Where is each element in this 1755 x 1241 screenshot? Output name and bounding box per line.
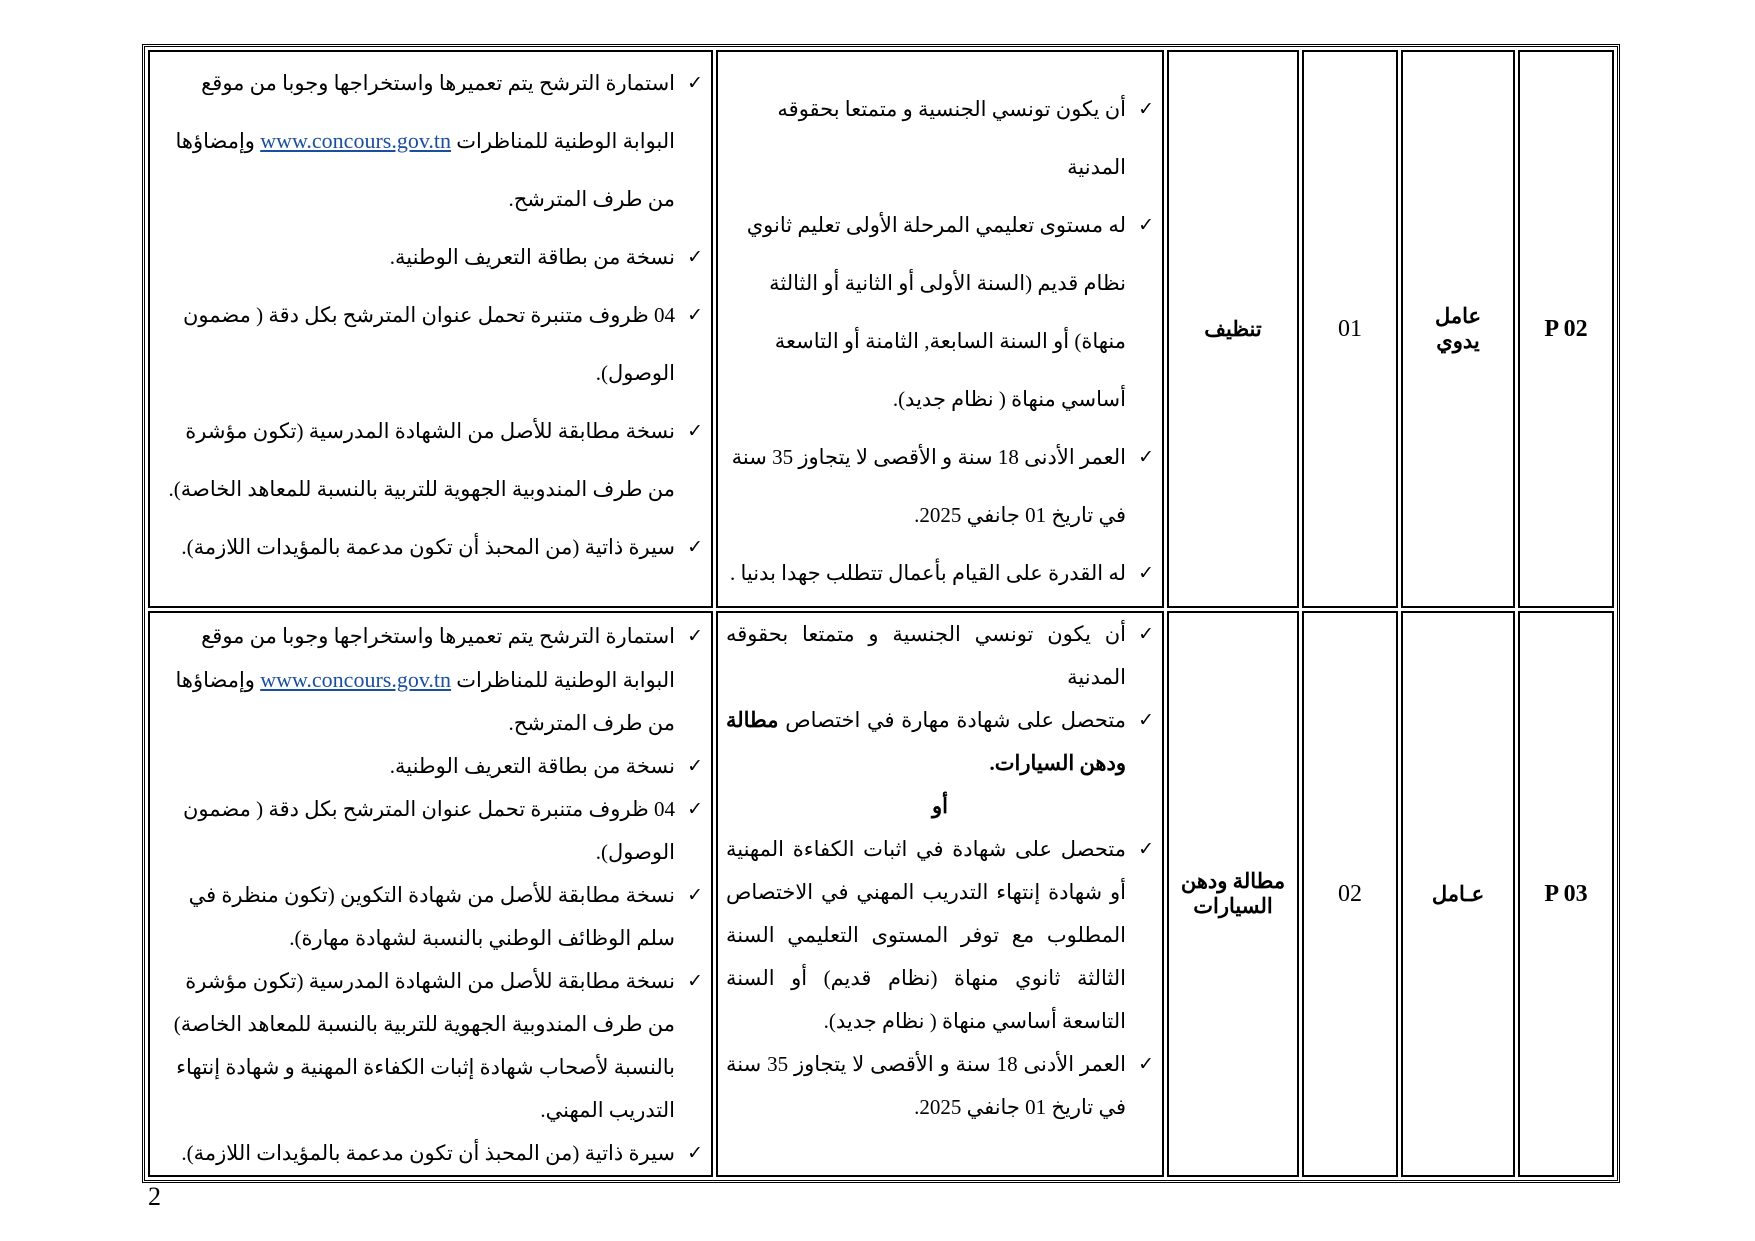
positions-count: 01 bbox=[1302, 50, 1398, 608]
table-row bbox=[148, 611, 1614, 1177]
list-item: ✓ استمارة الترشح يتم تعميرها واستخراجها وجوبا من موقع البوابة الوطنية للمناظرات www.concours.gov.tn وإمضاؤها من طرف المترشح. bbox=[158, 54, 703, 228]
check-icon: ✓ bbox=[687, 304, 703, 326]
check-icon: ✓ bbox=[687, 625, 703, 647]
page-number: 2 bbox=[148, 1182, 161, 1211]
list-item: ✓ نسخة من بطاقة التعريف الوطنية. bbox=[158, 745, 703, 788]
positions-count: 02 bbox=[1302, 611, 1398, 1177]
check-icon: ✓ bbox=[687, 798, 703, 820]
list-item: ✓ سيرة ذاتية (من المحبذ أن تكون مدعمة بالمؤيدات اللازمة). bbox=[158, 518, 703, 576]
list-item: ✓ له القدرة على القيام بأعمال تتطلب جهدا بدنيا . bbox=[726, 544, 1154, 602]
positions-table bbox=[142, 44, 1620, 1183]
check-icon: ✓ bbox=[687, 246, 703, 268]
list-item: ✓ له مستوى تعليمي المرحلة الأولى تعليم ثانوي نظام قديم (السنة الأولى أو الثانية أو الثالثة منهاة) أو السنة السابعة, الثامنة أو التاسعة أساسي منهاة ( نظام جديد). bbox=[726, 196, 1154, 428]
conditions-cell bbox=[716, 611, 1164, 1177]
concours-link[interactable]: www.concours.gov.tn bbox=[260, 667, 452, 692]
position-code: P 02 bbox=[1518, 50, 1614, 608]
table-row bbox=[148, 50, 1614, 608]
list-item: ✓ متحصل على شهادة مهارة في اختصاص مطالة ودهن السيارات. bbox=[726, 699, 1154, 785]
check-icon: ✓ bbox=[1138, 623, 1154, 645]
conditions-cell bbox=[716, 50, 1164, 608]
specialty: تنظيف bbox=[1167, 50, 1299, 608]
check-icon: ✓ bbox=[1138, 1053, 1154, 1075]
documents-cell bbox=[148, 611, 713, 1177]
check-icon: ✓ bbox=[1138, 709, 1154, 731]
check-icon: ✓ bbox=[1138, 562, 1154, 584]
or-separator: أو bbox=[932, 794, 948, 818]
position-code: P 03 bbox=[1518, 611, 1614, 1177]
check-icon: ✓ bbox=[1138, 838, 1154, 860]
list-item: ✓ أن يكون تونسي الجنسية و متمتعا بحقوقه المدنية bbox=[726, 613, 1154, 699]
list-item: ✓ نسخة مطابقة للأصل من الشهادة المدرسية (تكون مؤشرة من طرف المندوبية الجهوية للتربية بالنسبة للمعاهد الخاصة) بالنسبة لأصحاب شهادة إثبات الكفاءة المهنية و شهادة إنتهاء التدريب المهني. bbox=[158, 960, 703, 1132]
check-icon: ✓ bbox=[687, 1142, 703, 1164]
list-item: ✓ سيرة ذاتية (من المحبذ أن تكون مدعمة بالمؤيدات اللازمة). bbox=[158, 1132, 703, 1175]
list-item: ✓ 04 ظروف متنبرة تحمل عنوان المترشح بكل دقة ( مضمون الوصول). bbox=[158, 286, 703, 402]
list-item: ✓ نسخة مطابقة للأصل من شهادة التكوين (تكون منظرة في سلم الوظائف الوطني بالنسبة لشهادة مهارة). bbox=[158, 874, 703, 960]
check-icon: ✓ bbox=[687, 420, 703, 442]
specialty: مطالة ودهن السيارات bbox=[1167, 611, 1299, 1177]
grade: عامل يدوي bbox=[1401, 50, 1515, 608]
check-icon: ✓ bbox=[1138, 214, 1154, 236]
list-item: ✓ نسخة من بطاقة التعريف الوطنية. bbox=[158, 228, 703, 286]
check-icon: ✓ bbox=[687, 72, 703, 94]
check-icon: ✓ bbox=[687, 970, 703, 992]
check-icon: ✓ bbox=[687, 755, 703, 777]
list-item: ✓ نسخة مطابقة للأصل من الشهادة المدرسية (تكون مؤشرة من طرف المندوبية الجهوية للتربية بالنسبة للمعاهد الخاصة). bbox=[158, 402, 703, 518]
grade: عـامل bbox=[1401, 611, 1515, 1177]
list-item: ✓ العمر الأدنى 18 سنة و الأقصى لا يتجاوز 35 سنة في تاريخ 01 جانفي 2025. bbox=[726, 1043, 1154, 1129]
check-icon: ✓ bbox=[1138, 98, 1154, 120]
list-item: ✓ 04 ظروف متنبرة تحمل عنوان المترشح بكل دقة ( مضمون الوصول). bbox=[158, 788, 703, 874]
check-icon: ✓ bbox=[687, 884, 703, 906]
list-item: ✓ أن يكون تونسي الجنسية و متمتعا بحقوقه المدنية bbox=[726, 80, 1154, 196]
documents-cell bbox=[148, 50, 713, 608]
concours-link[interactable]: www.concours.gov.tn bbox=[260, 128, 452, 153]
list-item: ✓ متحصل على شهادة في اثبات الكفاءة المهنية أو شهادة إنتهاء التدريب المهني في الاختصاص المطلوب مع توفر المستوى التعليمي السنة الثالثة ثانوي منهاة (نظام قديم) أو السنة التاسعة أساسي منهاة ( نظام جديد). bbox=[726, 828, 1154, 1043]
list-item: ✓ استمارة الترشح يتم تعميرها واستخراجها وجوبا من موقع البوابة الوطنية للمناظرات www.concours.gov.tn وإمضاؤها من طرف المترشح. bbox=[158, 615, 703, 745]
check-icon: ✓ bbox=[1138, 446, 1154, 468]
list-item: ✓ العمر الأدنى 18 سنة و الأقصى لا يتجاوز 35 سنة في تاريخ 01 جانفي 2025. bbox=[726, 428, 1154, 544]
check-icon: ✓ bbox=[687, 536, 703, 558]
